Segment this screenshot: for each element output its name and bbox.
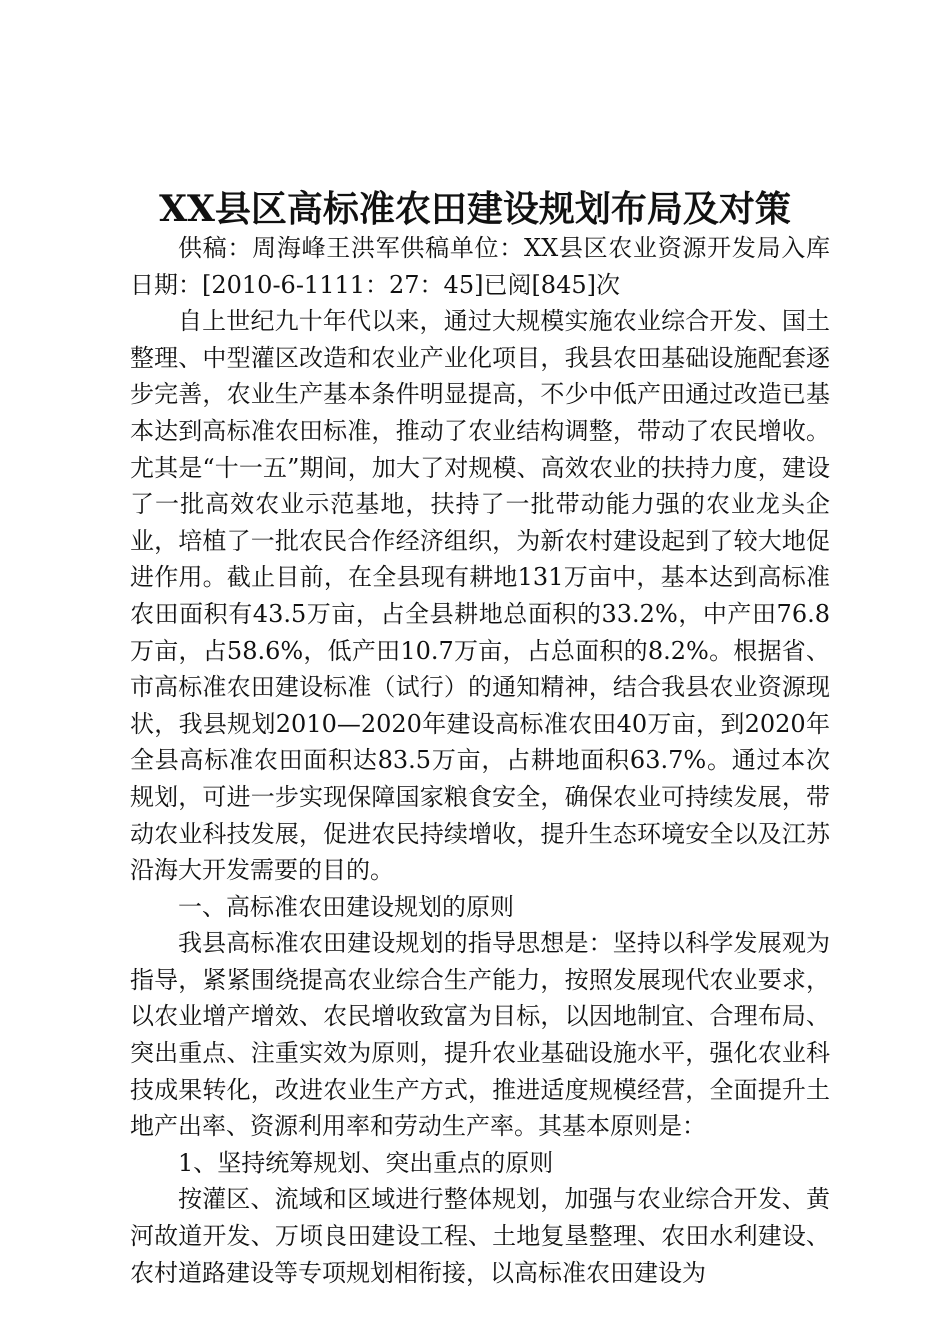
section-heading: 一、高标准农田建设规划的原则 xyxy=(178,892,514,921)
document-body xyxy=(130,230,830,1291)
byline-paragraph: 供稿：周海峰王洪军供稿单位：XX县区农业资源开发局入库日期：[2010-6-1111：27：45]已阅[845]次 xyxy=(130,234,830,299)
subsection-heading: 1、坚持统筹规划、突出重点的原则 xyxy=(178,1148,554,1177)
document-title: XX县区高标准农田建设规划布局及对策 xyxy=(159,188,791,230)
body-paragraph: 自上世纪九十年代以来，通过大规模实施农业综合开发、国土整理、中型灌区改造和农业产业化项目，我县农田基础设施配套逐步完善，农业生产基本条件明显提高，不少中低产田通过改造已基本达到高标准农田标准，推动了农业结构调整，带动了农民增收。尤其是“十一五”期间，加大了对规模、高效农业的扶持力度，建设了一批高效农业示范基地，扶持了一批带动能力强的农业龙头企业，培植了一批农民合作经济组织，为新农村建设起到了较大地促进作用。截止目前，在全县现有耕地131万亩中，基本达到高标准农田面积有43.5万亩，占全县耕地总面积的33.2%，中产田76.8万亩，占58.6%，低产田10.7万亩，占总面积的8.2%。根据省、市高标准农田建设标准（试行）的通知精神，结合我县农业资源现状，我县规划2010—2020年建设高标准农田40万亩，到2020年全县高标准农田面积达83.5万亩，占耕地面积63.7%。通过本次规划，可进一步实现保障国家粮食安全，确保农业可持续发展，带动农业科技发展，促进农民持续增收，提升生态环境安全以及江苏沿海大开发需要的目的。 xyxy=(130,307,830,885)
body-paragraph: 按灌区、流域和区域进行整体规划，加强与农业综合开发、黄河故道开发、万顷良田建设工程、土地复垦整理、农田水利建设、农村道路建设等专项规划相衔接，以高标准农田建设为 xyxy=(130,1185,830,1287)
body-paragraph: 我县高标准农田建设规划的指导思想是：坚持以科学发展观为指导，紧紧围绕提高农业综合生产能力，按照发展现代农业要求，以农业增产增效、农民增收致富为目标，以因地制宜、合理布局、突出重点、注重实效为原则，提升农业基础设施水平，强化农业科技成果转化，改进农业生产方式，推进适度规模经营，全面提升土地产出率、资源利用率和劳动生产率。其基本原则是： xyxy=(130,929,830,1141)
